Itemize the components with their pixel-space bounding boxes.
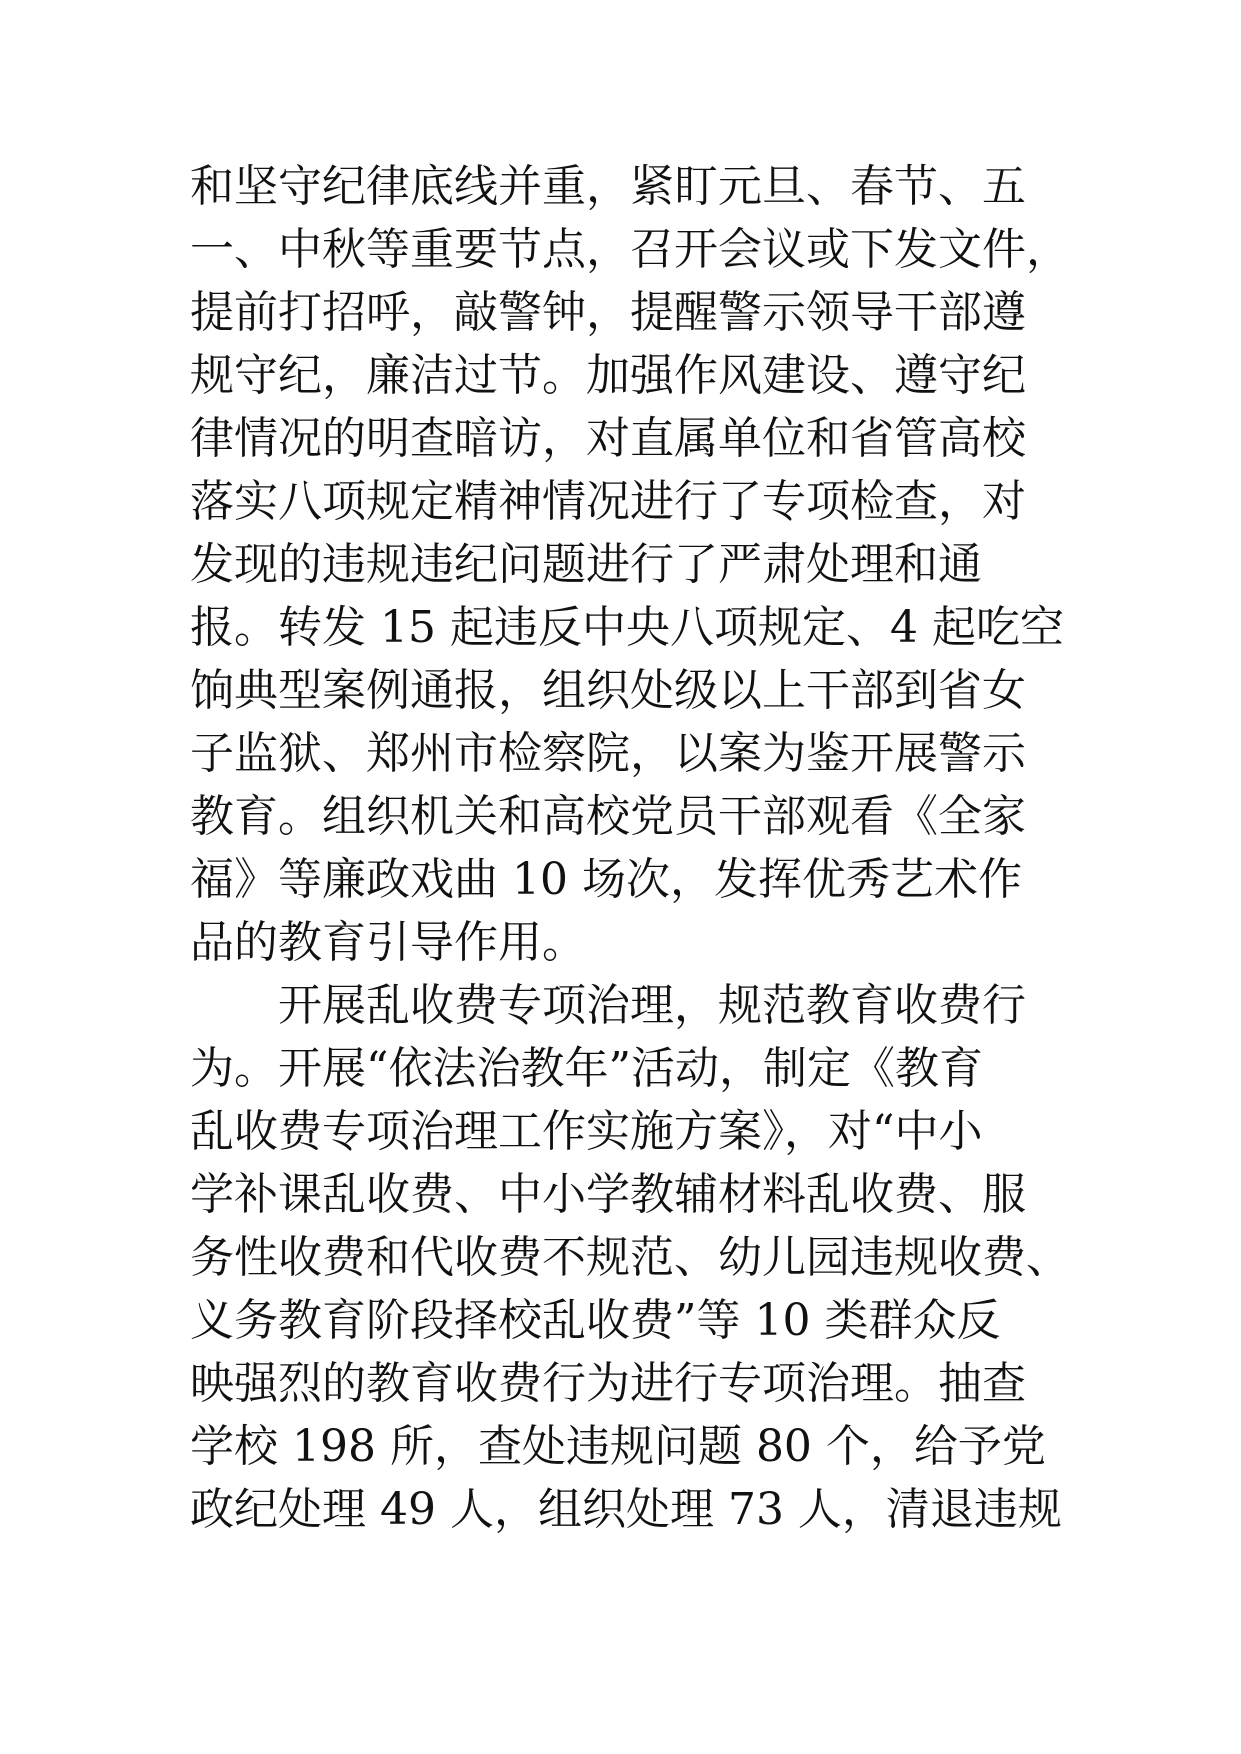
text-line: 学校 198 所，查处违规问题 80 个，给予党 — [190, 1421, 1046, 1472]
text-line: 饷典型案例通报，组织处级以上干部到省女 — [190, 665, 1026, 716]
paragraph — [190, 974, 1070, 1541]
text-line: 教育。组织机关和高校党员干部观看《全家 — [190, 791, 1026, 842]
text-line: 福》等廉政戏曲 10 场次，发挥优秀艺术作 — [190, 854, 1022, 905]
body-text — [190, 155, 1070, 1541]
text-line: 和坚守纪律底线并重，紧盯元旦、春节、五 — [190, 161, 1026, 212]
text-line: 乱收费专项治理工作实施方案》，对“中小 — [190, 1106, 983, 1157]
text-line: 律情况的明查暗访，对直属单位和省管高校 — [190, 413, 1026, 464]
text-line: 落实八项规定精神情况进行了专项检查，对 — [190, 476, 1026, 527]
text-line: 提前打招呼，敲警钟，提醒警示领导干部遵 — [190, 287, 1026, 338]
text-line: 规守纪，廉洁过节。加强作风建设、遵守纪 — [190, 350, 1026, 401]
text-line: 政纪处理 49 人，组织处理 73 人，清退违规 — [190, 1484, 1062, 1535]
text-line: 学补课乱收费、中小学教辅材料乱收费、服 — [190, 1169, 1026, 1220]
text-line: 一、中秋等重要节点，召开会议或下发文件， — [190, 224, 1070, 275]
text-line: 为。开展“依法治教年”活动，制定《教育 — [190, 1043, 983, 1094]
text-line: 子监狱、郑州市检察院，以案为鉴开展警示 — [190, 728, 1026, 779]
text-line: 义务教育阶段择校乱收费”等 10 类群众反 — [190, 1295, 1001, 1346]
text-line: 务性收费和代收费不规范、幼儿园违规收费、 — [190, 1232, 1070, 1283]
text-line: 开展乱收费专项治理，规范教育收费行 — [278, 980, 1026, 1031]
paragraph — [190, 155, 1070, 974]
text-line: 报。转发 15 起违反中央八项规定、4 起吃空 — [190, 602, 1064, 653]
text-line: 映强烈的教育收费行为进行专项治理。抽查 — [190, 1358, 1026, 1409]
text-line: 品的教育引导作用。 — [190, 917, 586, 968]
text-line: 发现的违规违纪问题进行了严肃处理和通 — [190, 539, 982, 590]
